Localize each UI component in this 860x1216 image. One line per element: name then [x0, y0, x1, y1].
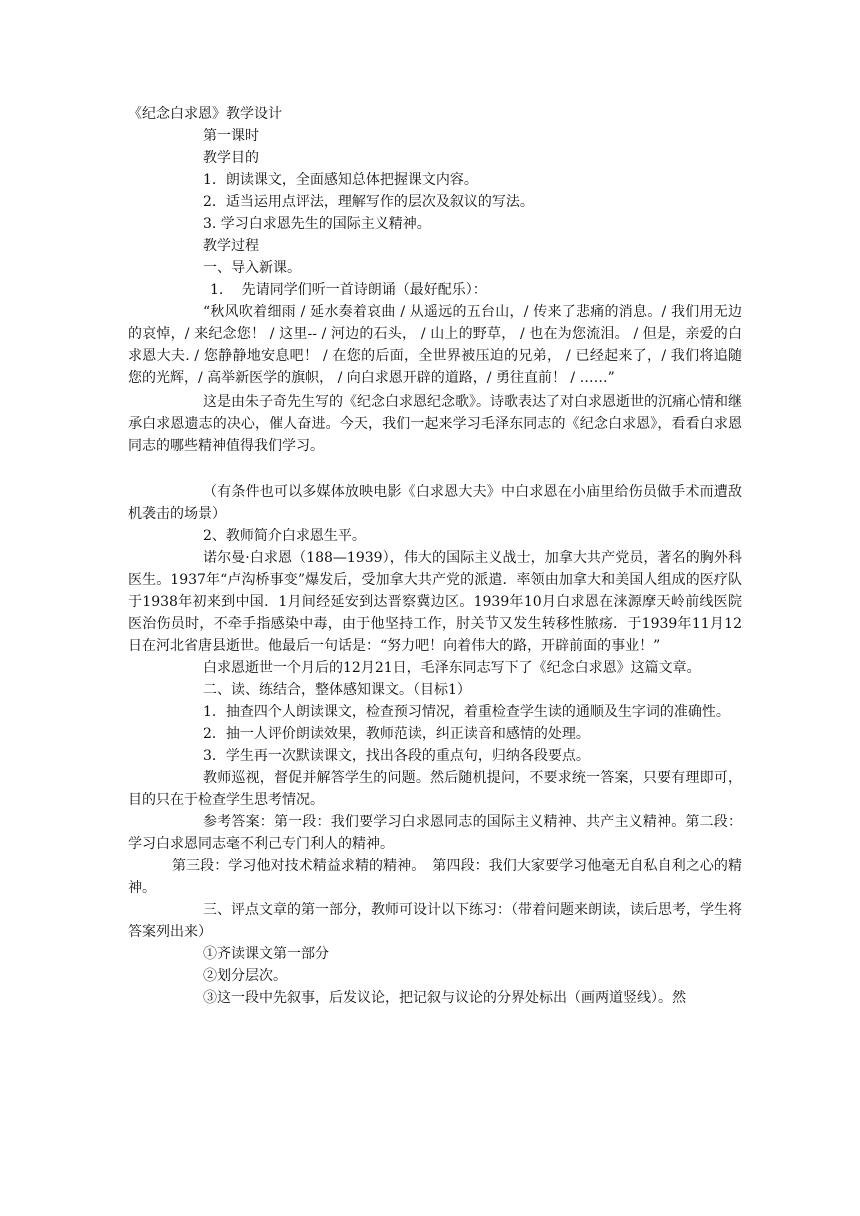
goal-item: 1．朗读课文，全面感知总体把握课文内容。 [203, 172, 478, 188]
process-heading: 教学过程 [203, 238, 259, 254]
answer-part-1: 参考答案：第一段：我们要学习白求恩同志的国际主义精神、共产主义精神。第二段：学习白求恩同志毫不利己专门利人的精神。 [128, 814, 742, 852]
answer-part-2: 第三段：学习他对技术精益求精的精神。 第四段：我们大家要学习他毫无自私自利之心的精神。 [128, 858, 742, 896]
bio-text: 诺尔曼·白求恩（188—1939），伟大的国际主义战士，加拿大共产党员，著名的胸外科医生。1937年“卢沟桥事变”爆发后，受加拿大共产党的派遣．率领由加拿大和美国人组成的医疗队于1938年初来到中国．1月间经延安到达晋察冀边区。1939年10月白求恩在涞源摩天岭前线医院医治伤员时，不牵手指感染中毒，由于他坚持工作，肘关节又发生转移性脓疡．于1939年11月12日在河北省唐县逝世。他最后一句话是：“努力吧！向着伟大的路，开辟前面的事业！” [128, 550, 742, 654]
section-heading-3: 三、评点文章的第一部分，教师可设计以下练习：（带着问题来朗读，读后思考，学生将答案列出来） [128, 902, 742, 940]
goal-item: 3. 学习白求恩先生的国际主义精神。 [203, 216, 431, 232]
blank-line [128, 457, 742, 479]
sec2-item: 2．抽一人评价朗读效果，教师范读，纠正读音和感情的处理。 [203, 726, 590, 742]
step-2: 2、教师简介白求恩生平。 [203, 528, 366, 544]
section-heading-1: 一、导入新课。 [203, 260, 301, 276]
poem-note: 这是由朱子奇先生写的《纪念白求恩纪念歌》。诗歌表达了对白求恩逝世的沉痛心情和继承白求恩遗志的决心，催人奋进。今天，我们一起来学习毛泽东同志的《纪念白求恩》，看看白求恩同志的哪些精神值得我们学习。 [128, 394, 742, 454]
step-1: 1. 先请同学们听一首诗朗诵（最好配乐）： [210, 282, 487, 298]
goals-heading: 教学目的 [203, 150, 259, 166]
sec3-item: ①齐读课文第一部分 [203, 946, 329, 962]
sec3-item: ②划分层次。 [203, 968, 287, 984]
sec3-item: ③这一段中先叙事，后发议论，把记叙与议论的分界处标出（画两道竖线）。然 [203, 990, 686, 1006]
lesson-label: 第一课时 [203, 128, 259, 144]
section-heading-2: 二、读、练结合，整体感知课文。（目标1） [203, 682, 471, 698]
poem-text: “秋风吹着细雨 / 延水奏着哀曲 / 从遥远的五台山，/ 传来了悲痛的消息。/ 我们用无边的哀悼，/ 来纪念您！ / 这里-- / 河边的石头， / 山上的野草， / 也在为您流泪。 / 但是，亲爱的白求恩大夫. / 您静静地安息吧！ / 在您的后面，全世界被压迫的兄弟， / 已经起来了，/ 我们将追随您的光辉，/ 高举新医学的旗帜， / 向白求恩开辟的道路，/ 勇往直前！ / ……” [128, 304, 742, 386]
teacher-note: 教师巡视，督促并解答学生的问题。然后随机提问，不要求统一答案，只要有理即可，目的只在于检查学生思考情况。 [128, 770, 742, 808]
doc-title: 《纪念白求恩》教学设计 [128, 106, 282, 122]
sec2-item: 3．学生再一次默读课文，找出各段的重点句，归纳各段要点。 [203, 748, 590, 764]
media-note: （有条件也可以多媒体放映电影《白求恩大夫》中白求恩在小庙里给伤员做手术而遭敌机袭击的场景） [128, 484, 742, 522]
bio-note: 白求恩逝世一个月后的12月21日，毛泽东同志写下了《纪念白求恩》这篇文章。 [203, 660, 701, 676]
goal-item: 2．适当运用点评法，理解写作的层次及叙议的写法。 [203, 194, 534, 210]
sec2-item: 1．抽查四个人朗读课文，检查预习情况，着重检查学生读的通顺及生字词的准确性。 [203, 704, 730, 720]
